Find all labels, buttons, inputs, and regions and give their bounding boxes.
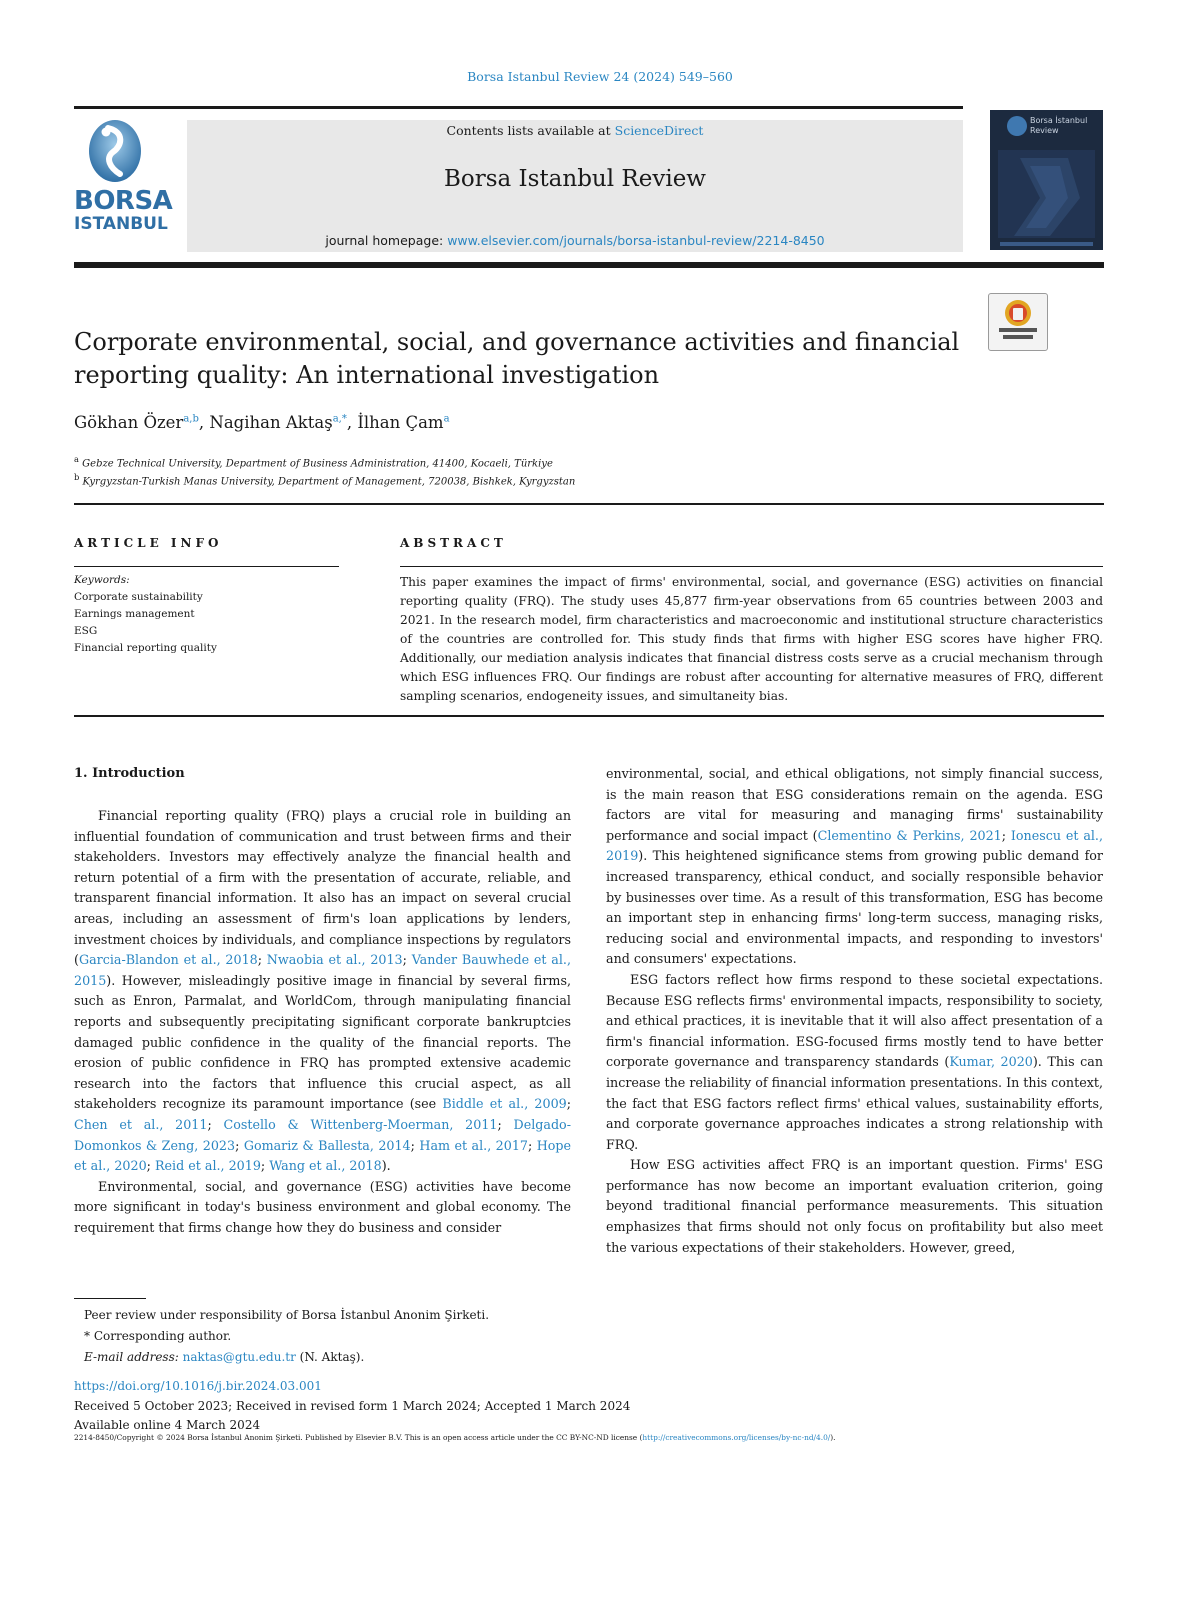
citation-link[interactable]: Delgado-Domonkos & Zeng, 2023 — [74, 1116, 571, 1153]
left-column — [74, 806, 571, 1238]
author-name: Nagihan Aktaş — [209, 413, 333, 432]
email-suffix: (N. Aktaş). — [295, 1350, 365, 1364]
copyright-text: 2214-8450/Copyright © 2024 Borsa İstanbul Anonim Şirketi. Published by Elsevier B.V. This is an open access article under the CC BY-NC-ND license ( — [74, 1433, 643, 1442]
paragraph-text: ESG factors reflect how firms respond to these societal expectations. Because ESG reflects firms' environmental impacts, responsibility to society, and ethical practices, it is inevitable that it will also affect presentation of a firm's financial information. ESG-focused firms mostly tend to have better corporate governance and transparency standards ( — [606, 971, 1103, 1070]
citation-link[interactable]: Reid et al., 2019 — [154, 1158, 261, 1174]
citation-link[interactable]: Costello & Wittenberg-Moerman, 2011 — [223, 1116, 498, 1132]
sciencedirect-link[interactable]: ScienceDirect — [614, 123, 704, 138]
citation-link[interactable]: Ham et al., 2017 — [419, 1137, 528, 1153]
keyword: Earnings management — [74, 608, 195, 620]
affiliation-b — [74, 472, 575, 487]
logo-word-borsa: BORSA — [74, 186, 173, 216]
contents-line — [187, 123, 963, 138]
section-heading: 1. Introduction — [74, 766, 185, 781]
cover-title: Borsa İstanbul Review — [1030, 116, 1088, 135]
abstract-end-rule — [74, 715, 1104, 717]
keyword: Financial reporting quality — [74, 642, 217, 654]
citation-link[interactable]: Biddle et al., 2009 — [442, 1096, 567, 1112]
masthead-bottom-rule — [74, 262, 1104, 268]
citation-link[interactable]: Ionescu et al., 2019 — [606, 827, 1104, 864]
copyright-line — [74, 1433, 1104, 1442]
paragraph-text: ). This can increase the reliability of financial information presentations. In this context, the fact that ESG factors reflect firms' ethical values, sustainability efforts, and corporate governance approaches indicates a strong relationship with FRQ. — [606, 1054, 1103, 1152]
paragraph-text: ). This heightened significance stems from growing public demand for increased transparency, ethical conduct, and socially responsible behavior by businesses over time. As a result of this transformation, ESG has become an important step in enhancing firms' long-term success, managing risks, reducing social and environmental impacts, and responding to investors' and consumers' expectations. — [606, 848, 1103, 967]
citation-link[interactable]: Garcia-Blandon et al., 2018 — [78, 952, 258, 968]
rule-after-affiliations — [74, 503, 1104, 505]
footnote-rule — [74, 1298, 146, 1299]
author-separator: , — [198, 413, 210, 432]
author-affiliation-mark[interactable]: a — [443, 413, 450, 425]
doi-link[interactable]: https://doi.org/10.1016/j.bir.2024.03.001 — [74, 1379, 322, 1393]
paragraph-text: ). — [381, 1158, 391, 1174]
journal-title: Borsa Istanbul Review — [443, 166, 706, 192]
running-head-link[interactable]: Borsa Istanbul Review 24 (2024) 549–560 — [467, 69, 733, 84]
author-affiliation-mark[interactable]: a,b — [183, 413, 199, 425]
email-label: E-mail address: — [84, 1350, 183, 1364]
paragraph: Environmental, social, and governance (ESG) activities have become more significant in today's business environment and global economy. The requirement that firms change how they do business and consider — [74, 1178, 571, 1235]
top-rule — [74, 106, 963, 109]
paragraph-text: environmental, social, and ethical obligations, not simply financial success, is the main reason that ESG considerations remain on the agenda. ESG factors are vital for measuring and managing firms' sustainability performance and social impact ( — [606, 766, 1103, 843]
citation-link[interactable]: Kumar, 2020 — [949, 1054, 1033, 1070]
author-affiliation-mark[interactable]: a,* — [332, 413, 347, 425]
journal-homepage-link[interactable]: www.elsevier.com/journals/borsa-istanbul-review/2214-8450 — [447, 233, 825, 248]
abstract-rule — [400, 566, 1103, 567]
received-dates: Received 5 October 2023; Received in revised form 1 March 2024; Accepted 1 March 2024 — [74, 1398, 631, 1413]
affiliation-mark: a — [74, 454, 79, 464]
article-info-heading: ARTICLE INFO — [74, 536, 223, 550]
paragraph — [606, 970, 1103, 1155]
email-note — [74, 1347, 489, 1368]
license-link[interactable]: http://creativecommons.org/licenses/by-nc-nd/4.0/ — [642, 1433, 831, 1442]
affiliation-a — [74, 454, 553, 469]
citation-link[interactable]: Hope et al., 2020 — [74, 1137, 572, 1174]
paragraph: environmental, social, and ethical obligations, not simply financial success, is the main reason that ESG considerations remain on the agenda. ESG factors are vital for measuring and managing firms' sustainability performance and social impact (Clementino & Perkins, 2021; Ionescu et al., 2019). This heightened significance stems from growing public demand for increased transparency, ethical conduct, and socially responsible behavior by businesses over time. As a result of this transformation, ESG has become an important step in enhancing firms' long-term success, managing risks, reducing social and environmental impacts, and responding to investors' and consumers' expectations. — [606, 766, 1104, 967]
author-separator: , — [346, 413, 358, 432]
author-list — [74, 413, 450, 432]
keywords-block — [74, 572, 217, 657]
citation-link[interactable]: Vander Bauwhede et al., 2015 — [74, 952, 571, 988]
homepage-prefix: journal homepage: — [325, 233, 448, 248]
corresponding-author-note: * Corresponding author. — [84, 1329, 232, 1343]
citation-link[interactable]: Chen et al., 2011 — [74, 1116, 208, 1132]
keywords-label: Keywords: — [74, 574, 130, 586]
paragraph-text: ). However, misleadingly positive image in financial by several firms, such as Enron, Parmalat, and WorldCom, through manipulating financial reports and subsequently precipitating significant corporate bankruptcies damaged public confidence in the quality of the financial reports. The erosion of public confidence in FRQ has prompted extensive academic research into the factors that influence this crucial aspect, as all stakeholders recognize its paramount importance (see — [74, 972, 571, 1112]
paragraph: Financial reporting quality (FRQ) plays a crucial role in building an influential foundation of communication and trust between firms and their stakeholders. Investors may effectively analyze the financial health and return potential of a firm with the presentation of accurate, reliable, and transparent financial information. It also has an impact on several crucial areas, including an assessment of firm's loan applications by lenders, investment choices by individuals, and compliance inspections by regulators (Garcia-Blandon et al., 2018; Nwaobia et al., 2013; Vander Bauwhede et al., 2015). However, misleadingly positive image in financial by several firms, such as Enron, Parmalat, and WorldCom, through manipulating financial reports and subsequently precipitating significant corporate bankruptcies damaged public confidence in the quality of the financial reports. The erosion of public confidence in FRQ has prompted extensive academic research into the factors that influence this crucial aspect, as all stakeholders recognize its paramount importance (see Biddle et al., 2009; Chen et al., 2011; Costello & Wittenberg-Moerman, 2011; Delgado-Domonkos & Zeng, 2023; Gomariz & Ballesta, 2014; Ham et al., 2017; Hope et al., 2020; Reid et al., 2019; Wang et al., 2018). — [74, 808, 572, 1174]
homepage-line — [187, 233, 963, 248]
citation-link[interactable]: Gomariz & Ballesta, 2014 — [243, 1137, 411, 1153]
citation-link[interactable]: Nwaobia et al., 2013 — [266, 952, 403, 968]
email-link[interactable]: naktas@gtu.edu.tr — [182, 1350, 296, 1364]
affiliation-mark: b — [74, 472, 80, 482]
logo-word-istanbul: ISTANBUL — [74, 214, 168, 234]
running-head[interactable] — [0, 69, 1200, 84]
publication-history — [74, 1377, 630, 1436]
title-line-2: reporting quality: An international investigation — [74, 361, 660, 389]
keyword: ESG — [74, 625, 98, 637]
author-name: İlhan Çam — [357, 413, 444, 432]
keyword: Corporate sustainability — [74, 591, 203, 603]
abstract-heading: ABSTRACT — [400, 536, 507, 550]
paragraph-text: Financial reporting quality (FRQ) plays a crucial role in building an influential foundation of communication and trust between firms and their stakeholders. Investors may effectively analyze the financial health and return potential of a firm with the presentation of accurate, reliable, and transparent financial information. It also has an impact on several crucial areas, including an assessment of firm's loan applications by lenders, investment choices by individuals, and compliance inspections by regulators ( — [74, 808, 571, 968]
paper-title — [74, 326, 964, 392]
check-for-updates-button[interactable] — [988, 293, 1048, 351]
check-for-updates-icon — [989, 294, 1047, 350]
right-column — [606, 764, 1103, 1258]
author-name: Gökhan Özer — [74, 413, 184, 432]
article-info-rule — [74, 566, 339, 567]
contents-prefix: Contents lists available at — [446, 123, 615, 138]
citation-link[interactable]: Wang et al., 2018 — [269, 1158, 382, 1174]
available-online: Available online 4 March 2024 — [74, 1418, 261, 1432]
title-line-1: Corporate environmental, social, and governance activities and financial — [74, 328, 960, 356]
affiliation-text: Kyrgyzstan-Turkish Manas University, Department of Management, 720038, Bishkek, Kyrgyzstan — [82, 476, 576, 488]
paragraph: How ESG activities affect FRQ is an important question. Firms' ESG performance has now become an important evaluation criterion, going beyond traditional financial performance measurements. This situation emphasizes that firms should not only focus on profitability but also meet the various expectations of their stakeholders. However, greed, — [606, 1157, 1103, 1255]
abstract-text: This paper examines the impact of firms' environmental, social, and governance (ESG) activities on financial reporting quality (FRQ). The study uses 45,877 firm-year observations from 65 countries between 2003 and 2021. In the research model, firm characteristics and macroeconomic and institutional structure characteristics of the countries are controlled for. This study finds that firms with higher ESG scores have higher FRQ. Additionally, our mediation analysis indicates that financial distress costs serve as a crucial mechanism through which ESG influences FRQ. Our findings are robust after accounting for alternative measures of FRQ, different sampling scenarios, endogeneity issues, and simultaneity bias. — [400, 575, 1103, 703]
footnotes — [74, 1305, 489, 1368]
affiliation-text: Gebze Technical University, Department of Business Administration, 41400, Kocaeli, Türkiye — [82, 458, 553, 470]
copyright-text-end: ). — [830, 1433, 836, 1442]
citation-link[interactable]: Clementino & Perkins, 2021 — [817, 827, 1002, 843]
peer-review-note: Peer review under responsibility of Borsa İstanbul Anonim Şirketi. — [84, 1308, 490, 1322]
